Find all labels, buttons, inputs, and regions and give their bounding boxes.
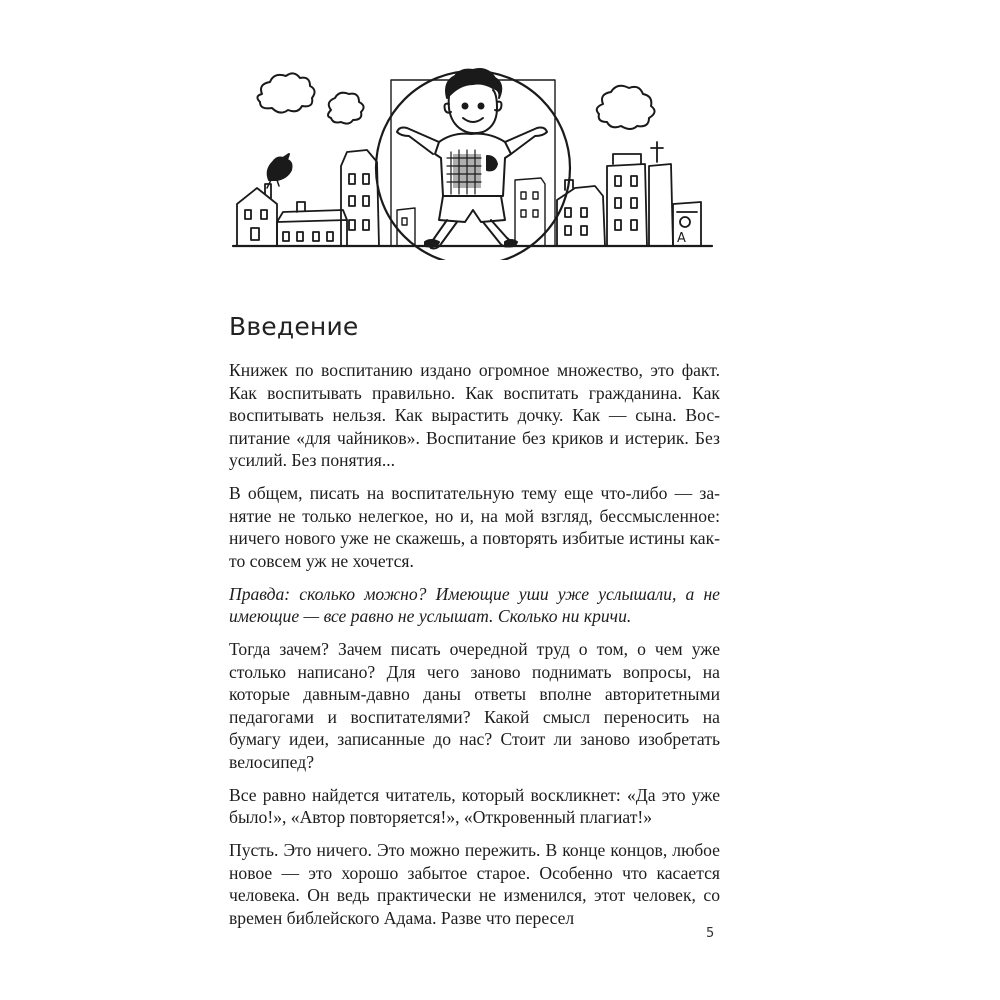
head bbox=[449, 90, 497, 133]
paragraph: В общем, писать на воспитательную тему еще что-либо — занятие не только нелегкое, но и, на мой взгляд, бессмысленное: ничего нового уже не скажешь, а повторять избитые истины как-то совсем уж не хочется. bbox=[229, 483, 720, 571]
body-text bbox=[229, 359, 720, 940]
header-illustration bbox=[225, 62, 720, 260]
crow-icon bbox=[267, 154, 292, 188]
boy-figure bbox=[397, 69, 547, 249]
cloud-icon bbox=[597, 86, 655, 129]
left-arm bbox=[397, 128, 439, 155]
page-number: 5 bbox=[706, 926, 715, 941]
shorts bbox=[439, 196, 505, 222]
building-right-tall bbox=[607, 142, 663, 246]
building-right-end bbox=[649, 164, 701, 246]
paragraph: Книжек по воспитанию издано огромное множество, это факт. Как воспитывать правильно. Как воспитать гражданина. Как воспитывать нельзя. Как вырастить дочку. Как — сына. Воспитание «для чайников». Воспитание без криков и истерик. Без усилий. Без понятия... bbox=[229, 360, 720, 471]
chapter-title: Введение bbox=[229, 312, 359, 341]
paragraph: Все равно найдется читатель, который воскликнет: «Да это уже было!», «Автор повторяется!», «Откровенный плагиат!» bbox=[229, 784, 720, 828]
paragraph: Пусть. Это ничего. Это можно пережить. В конце концов, любое новое — это хорошо забытое старое. Особенно что касается человека. Он ведь практически не изменился, этот человек, со времен библейского Адама. Разве что пересел bbox=[229, 840, 720, 928]
house-behind-right bbox=[515, 178, 545, 246]
building-sign-letter: А bbox=[677, 231, 686, 246]
right-arm bbox=[505, 128, 547, 155]
shirt-pattern bbox=[447, 150, 481, 194]
italic-paragraph: Правда: сколько можно? Имеющие уши уже услышали, а не имеющие — все равно не услышат. Сколько ни кричи. bbox=[229, 583, 720, 627]
cloud-icon bbox=[328, 93, 364, 124]
building-right-low bbox=[557, 180, 605, 246]
cloud-icon bbox=[257, 73, 314, 112]
paragraph: Тогда зачем? Зачем писать очередной труд о том, о чем уже столько написано? Для чего заново поднимать вопросы, на которые давным-давно даны ответы вполне авторитетными педагогами и воспитателями? Какой смысл переносить на бумагу идеи, записанные до нас? Стоит ли заново изобретать велосипед? bbox=[229, 639, 720, 773]
house-left bbox=[237, 184, 277, 246]
building-low bbox=[277, 202, 347, 246]
cross-icon bbox=[651, 142, 663, 162]
house-behind-left bbox=[397, 208, 415, 246]
